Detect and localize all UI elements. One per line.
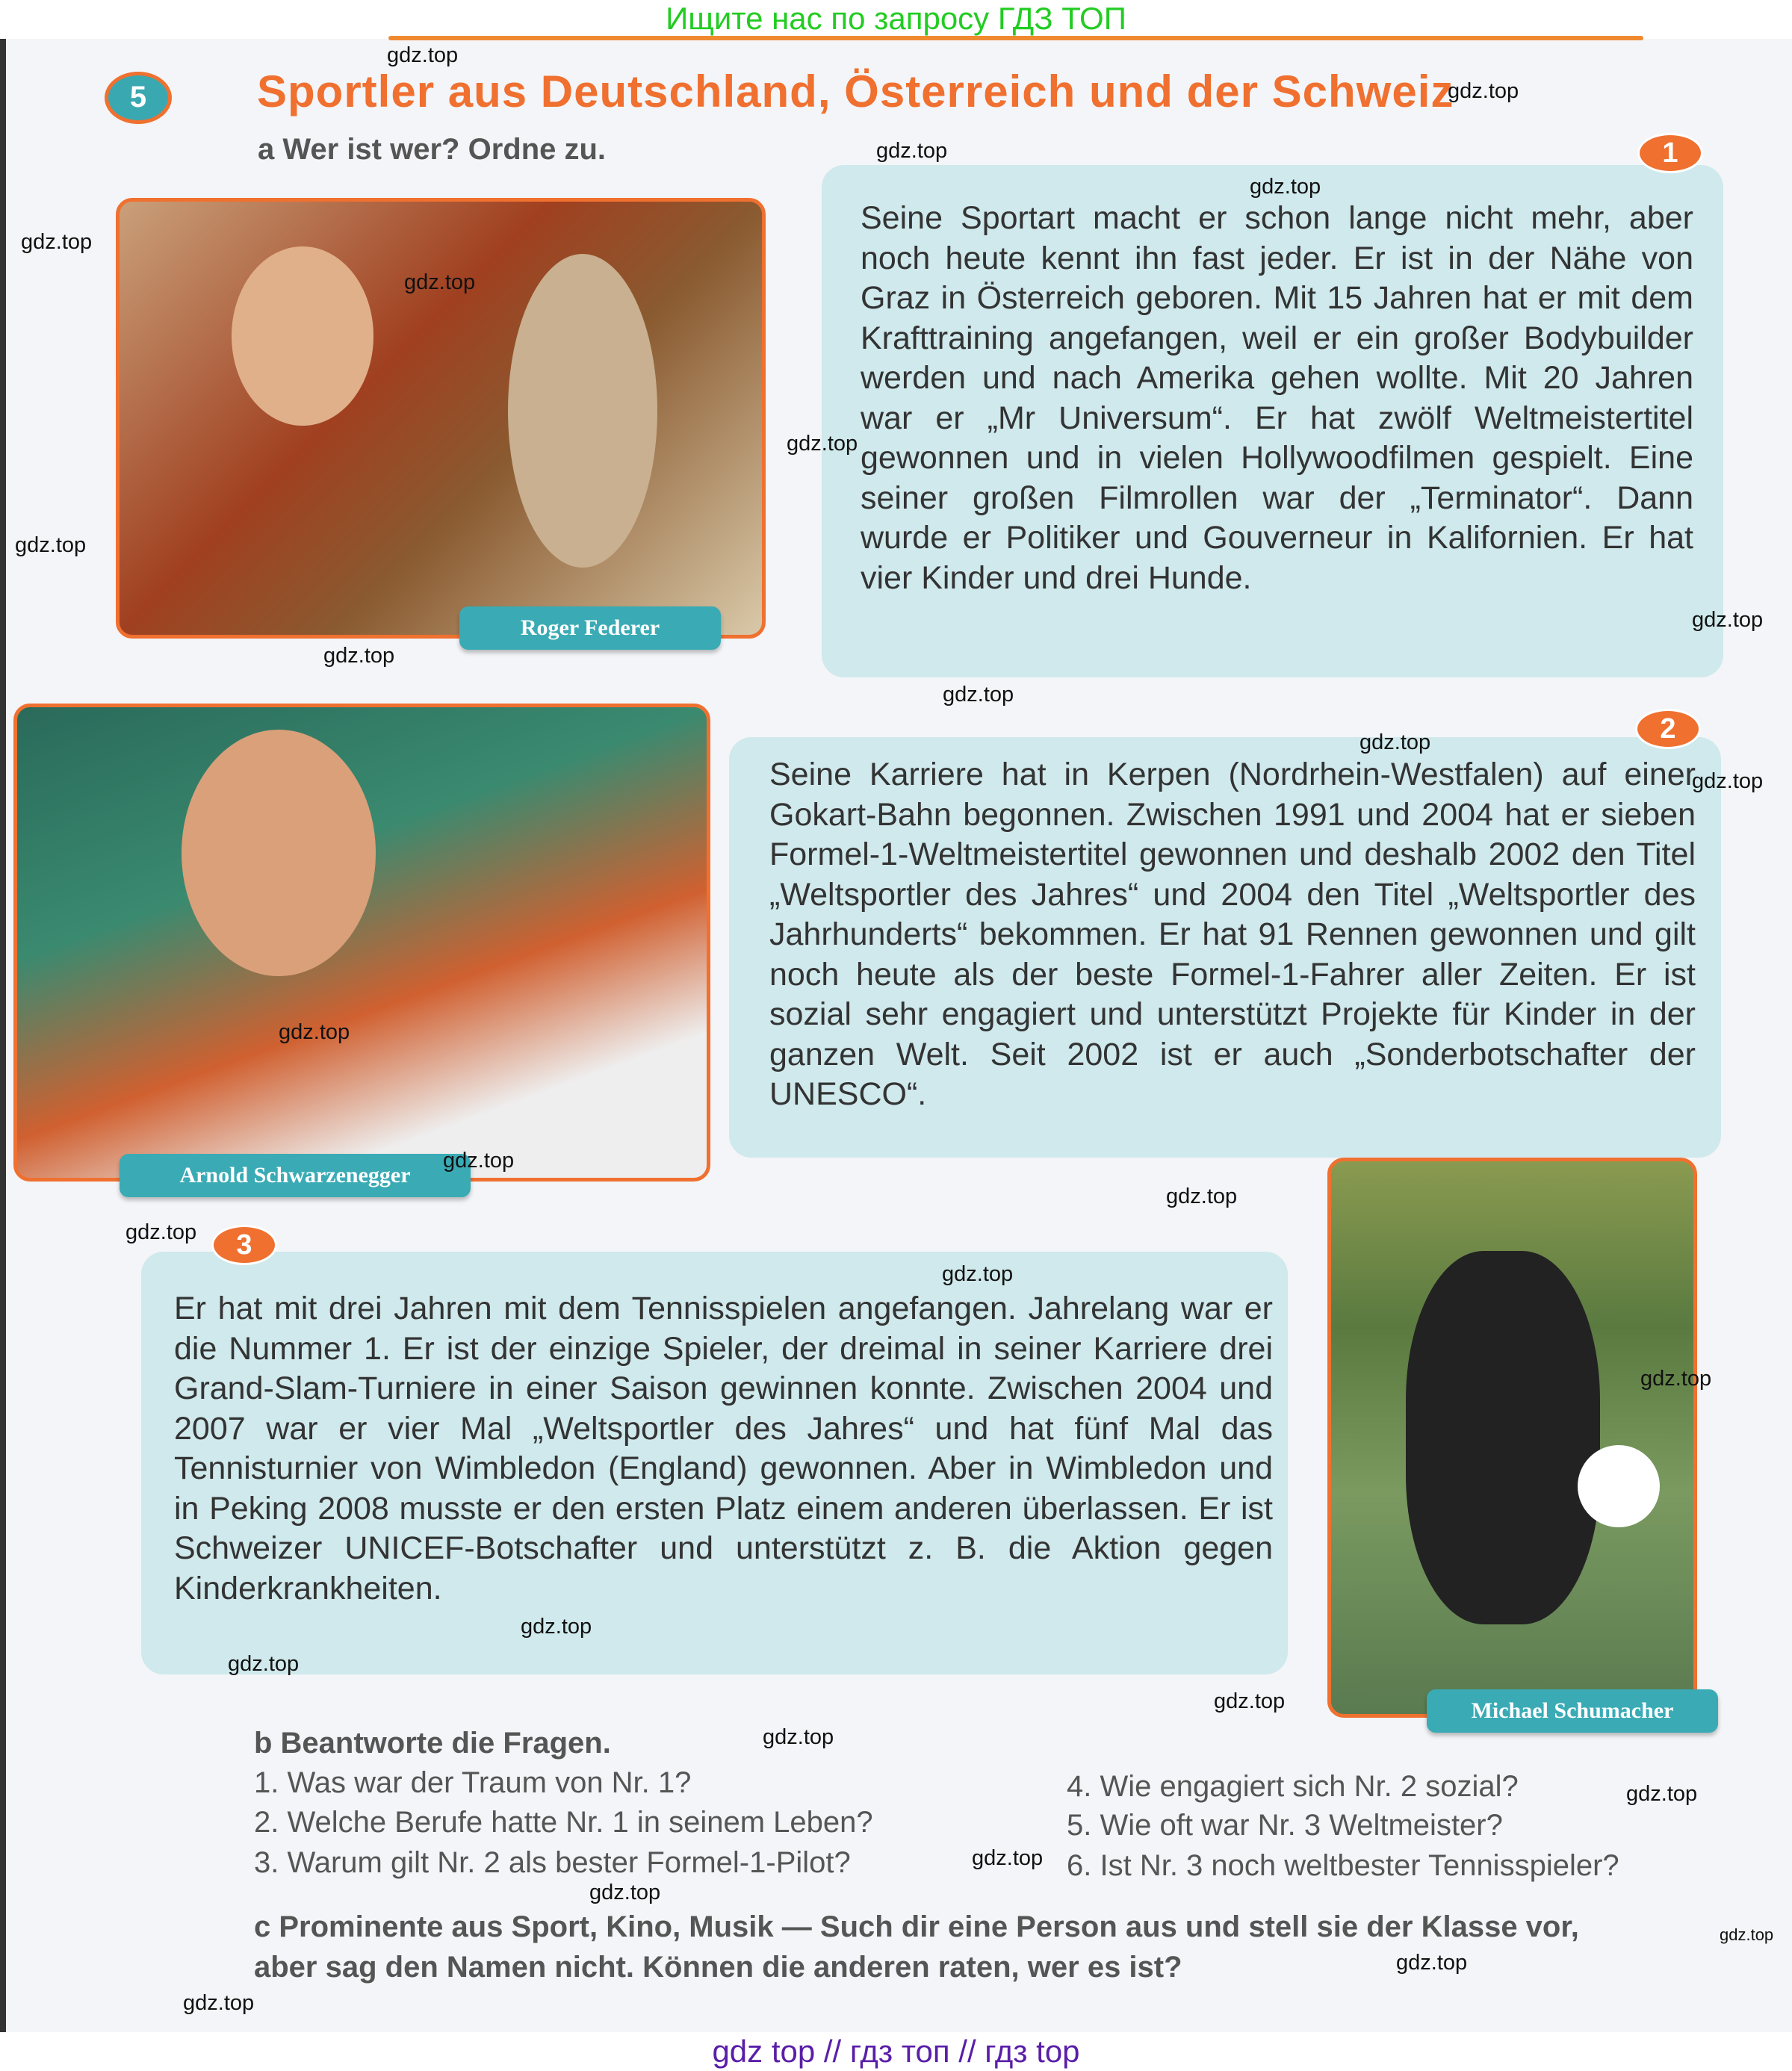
question: 5. Wie oft war Nr. 3 Weltmeister? xyxy=(1067,1809,1503,1842)
caption-arnold-schwarzenegger: Arnold Schwarzenegger xyxy=(120,1154,471,1197)
text-number-2: 2 xyxy=(1635,709,1701,749)
watermark: gdz.top xyxy=(1448,79,1519,103)
header-divider xyxy=(388,36,1643,40)
photo-arnold-schwarzenegger xyxy=(13,704,710,1182)
watermark: gdz.top xyxy=(589,1881,661,1904)
watermark: gdz.top xyxy=(763,1725,834,1749)
watermark: gdz.top xyxy=(323,644,395,668)
watermark: gdz.top xyxy=(125,1220,197,1244)
question: 1. Was war der Traum von Nr. 1? xyxy=(254,1766,692,1799)
task-b-heading: b Beantworte die Fragen. xyxy=(254,1727,611,1760)
text-box-3: Er hat mit drei Jahren mit dem Tennisspielen angefangen. Jahrelang war er die Nummer 1. Er ist der einzige Spieler, der dreimal in seiner Karriere drei Grand-Slam-Turniere in einer Saison gewinnen konnte. Zwischen 2004 und 2007 war er vier Mal „Weltsportler des Jahres“ und hat fünf Mal das Tennisturnier von Wimbledon (England) gewonnen. Aber in Wimbledon und in Peking 2008 musste er den ersten Platz einem anderen überlassen. Er ist Schweizer UNICEF-Botschafter und unterstützt z. B. die Aktion gegen Kinderkrankheiten. xyxy=(141,1252,1288,1674)
text-number-1: 1 xyxy=(1637,133,1703,173)
watermark: gdz.top xyxy=(21,230,93,254)
watermark: gdz.top xyxy=(942,1262,1014,1286)
watermark: gdz.top xyxy=(1626,1782,1698,1806)
watermark: gdz.top xyxy=(943,683,1014,707)
watermark: gdz.top xyxy=(387,43,459,67)
watermark: gdz.top xyxy=(787,432,858,456)
person-figure xyxy=(182,730,376,976)
watermark: gdz.top xyxy=(183,1991,255,2015)
watermark: gdz.top xyxy=(1166,1184,1238,1208)
person-figure xyxy=(232,246,373,426)
exercise-number: 5 xyxy=(105,72,172,124)
watermark: gdz.top xyxy=(279,1020,350,1044)
watermark: gdz.top xyxy=(1214,1689,1286,1713)
search-banner: Ищите нас по запросу ГДЗ ТОП xyxy=(666,1,1126,36)
text-number-3: 3 xyxy=(211,1225,277,1265)
watermark: gdz.top xyxy=(1396,1951,1468,1975)
watermark: gdz.top xyxy=(1692,769,1764,793)
ball-figure xyxy=(1578,1445,1660,1527)
task-c-line-2: aber sag den Namen nicht. Können die anderen raten, wer es ist? xyxy=(254,1951,1182,1984)
person-figure xyxy=(1406,1251,1600,1624)
photo-michael-schumacher xyxy=(1327,1158,1697,1718)
caption-roger-federer: Roger Federer xyxy=(459,606,721,650)
watermark: gdz.top xyxy=(1640,1367,1712,1391)
text-box-1: Seine Sportart macht er schon lange nicht mehr, aber noch heute kennt ihn fast jeder. Er ist in der Nähe von Graz in Österreich geboren. Mit 15 Jahren hat er mit dem Krafttraining angefangen, weil er ein großer Bodybuilder werden und nach Amerika gehen wollte. Mit 20 Jahren war er „Mr Universum“. Er hat zwölf Weltmeistertitel gewonnen und in vielen Hollywoodfilmen gespielt. Eine seiner großen Filmrollen war der „Terminator“. Dann wurde er Politiker und Gouverneur in Kalifornien. Er hat vier Kinder und drei Hunde. xyxy=(822,165,1723,677)
watermark: gdz.top xyxy=(443,1149,515,1173)
watermark: gdz.top xyxy=(521,1615,592,1639)
watermark: gdz.top xyxy=(15,533,87,557)
question: 6. Ist Nr. 3 noch weltbester Tennisspieler? xyxy=(1067,1849,1619,1882)
task-a-heading: a Wer ist wer? Ordne zu. xyxy=(258,133,607,166)
photo-roger-federer xyxy=(116,198,766,639)
watermark: gdz.top xyxy=(1692,608,1764,632)
falcon-figure xyxy=(508,254,657,568)
question: 2. Welche Berufe hatte Nr. 1 in seinem Leben? xyxy=(254,1806,873,1839)
text-box-2: Seine Karriere hat in Kerpen (Nordrhein-Westfalen) auf einer Gokart-Bahn begonnen. Zwischen 1991 und 2004 hat er sieben Formel-1-Weltmeistertitel gewonnen und deshalb 2002 den Titel „Weltsportler des Jahres“ und 2004 den Titel „Weltsportler des Jahrhunderts“ bekommen. Er hat 91 Rennen gewonnen und gilt noch heute als der beste Formel-1-Fahrer aller Zeiten. Er ist sozial sehr engagiert und unterstützt Projekte für Kinder in der ganzen Welt. Seit 2002 ist er auch „Sonderbotschafter der UNESCO“. xyxy=(729,737,1721,1158)
watermark: gdz.top xyxy=(1250,175,1321,199)
watermark: gdz.top xyxy=(228,1652,300,1676)
question: 3. Warum gilt Nr. 2 als bester Formel-1-Pilot? xyxy=(254,1846,851,1879)
watermark: gdz.top xyxy=(972,1846,1044,1870)
watermark: gdz.top xyxy=(1359,730,1431,754)
caption-michael-schumacher: Michael Schumacher xyxy=(1427,1689,1718,1733)
question: 4. Wie engagiert sich Nr. 2 sozial? xyxy=(1067,1770,1519,1803)
watermark: gdz.top xyxy=(1720,1925,1774,1944)
watermark: gdz.top xyxy=(876,139,948,163)
page-title: Sportler aus Deutschland, Österreich und der Schweiz xyxy=(257,66,1454,117)
task-c-line-1: c Prominente aus Sport, Kino, Musik — Such dir eine Person aus und stell sie der Klasse vor, xyxy=(254,1910,1579,1943)
footer-banner: gdz top // гдз топ // гдз top xyxy=(0,2032,1792,2071)
watermark: gdz.top xyxy=(404,270,476,294)
